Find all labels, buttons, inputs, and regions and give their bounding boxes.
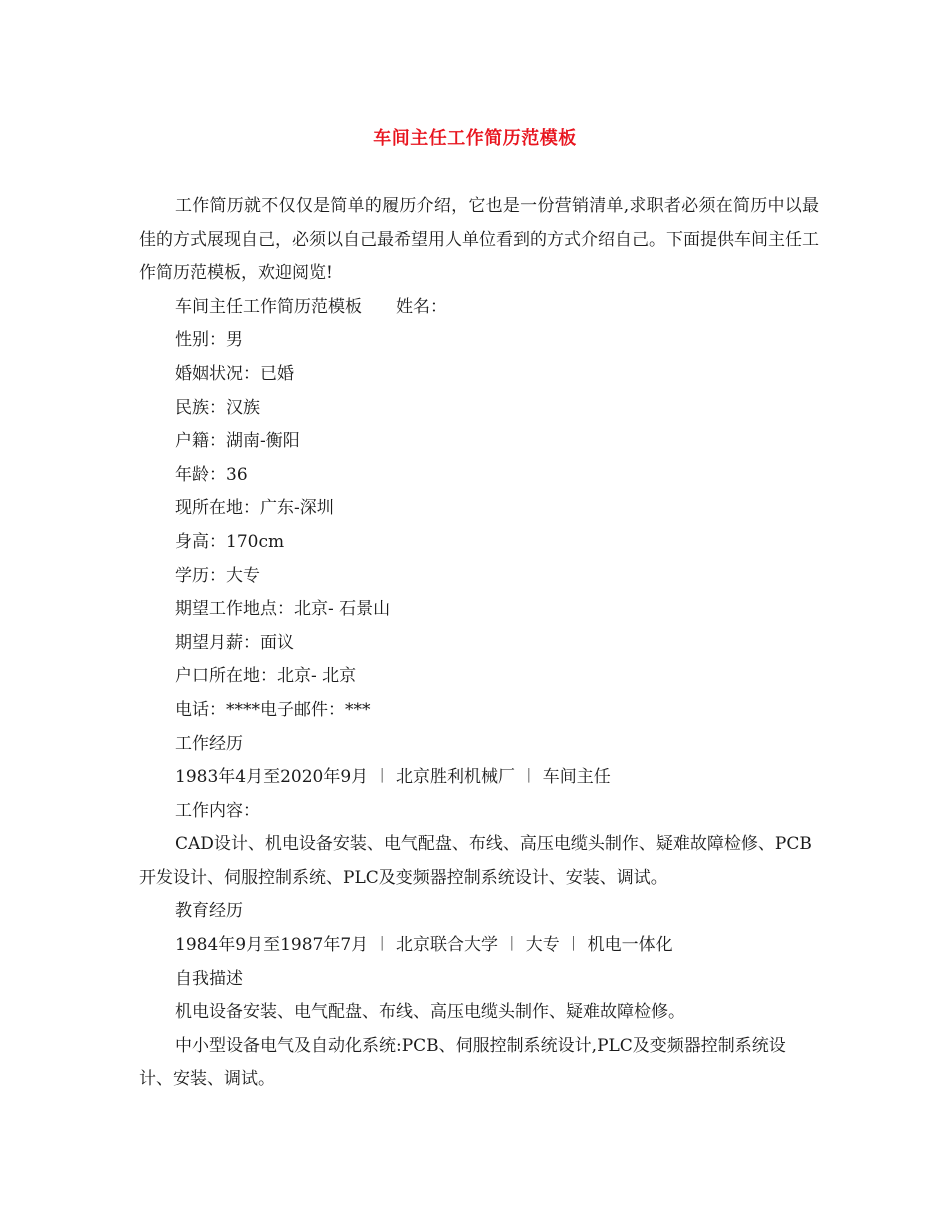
- field-contact: 电话：****电子邮件：***: [175, 699, 371, 720]
- document-body: [139, 190, 819, 1097]
- section-self-description: 自我描述: [175, 968, 243, 989]
- field-age: 年龄：36: [175, 464, 248, 485]
- self-description-text-1: 机电设备安装、电气配盘、布线、高压电缆头制作、疑难故障检修。: [175, 1002, 685, 1023]
- section-work-experience: 工作经历: [175, 733, 243, 754]
- field-marital-status: 婚姻状况：已婚: [175, 363, 294, 384]
- section-work-content: 工作内容：: [175, 800, 260, 821]
- field-ethnicity: 民族：汉族: [175, 397, 260, 418]
- resume-heading-name: 车间主任工作简历范模板 姓名：: [175, 296, 447, 317]
- field-education: 学历：大专: [175, 565, 260, 586]
- document-title: 车间主任工作简历范模板: [373, 128, 577, 149]
- education-entry: 1984年9月至1987年7月 ︱ 北京联合大学 ︱ 大专 ︱ 机电一体化: [175, 935, 673, 956]
- intro-paragraph: 工作简历就不仅仅是简单的履历介绍，它也是一份营销清单,求职者必须在简历中以最佳的方式展现自己，必须以自己最希望用人单位看到的方式介绍自己。下面提供车间主任工作简历范模板，欢迎阅览!: [139, 196, 819, 284]
- work-experience-entry: 1983年4月至2020年9月 ︱ 北京胜利机械厂 ︱ 车间主任: [175, 767, 611, 788]
- field-expected-location: 期望工作地点：北京- 石景山: [175, 599, 391, 620]
- work-content-text: CAD设计、机电设备安装、电气配盘、布线、高压电缆头制作、疑难故障检修、PCB开发设计、伺服控制系统、PLC及变频器控制系统设计、安装、调试。: [139, 834, 812, 888]
- field-household-registration: 户籍：湖南-衡阳: [175, 431, 300, 452]
- field-hukou-location: 户口所在地：北京- 北京: [175, 666, 357, 687]
- field-expected-salary: 期望月薪：面议: [175, 632, 294, 653]
- field-height: 身高：170cm: [175, 531, 285, 552]
- field-current-location: 现所在地：广东-深圳: [175, 498, 334, 519]
- field-gender: 性别：男: [175, 330, 243, 351]
- section-education-experience: 教育经历: [175, 901, 243, 922]
- self-description-text-2: 中小型设备电气及自动化系统:PCB、伺服控制系统设计,PLC及变频器控制系统设计、安装、调试。: [139, 1035, 786, 1090]
